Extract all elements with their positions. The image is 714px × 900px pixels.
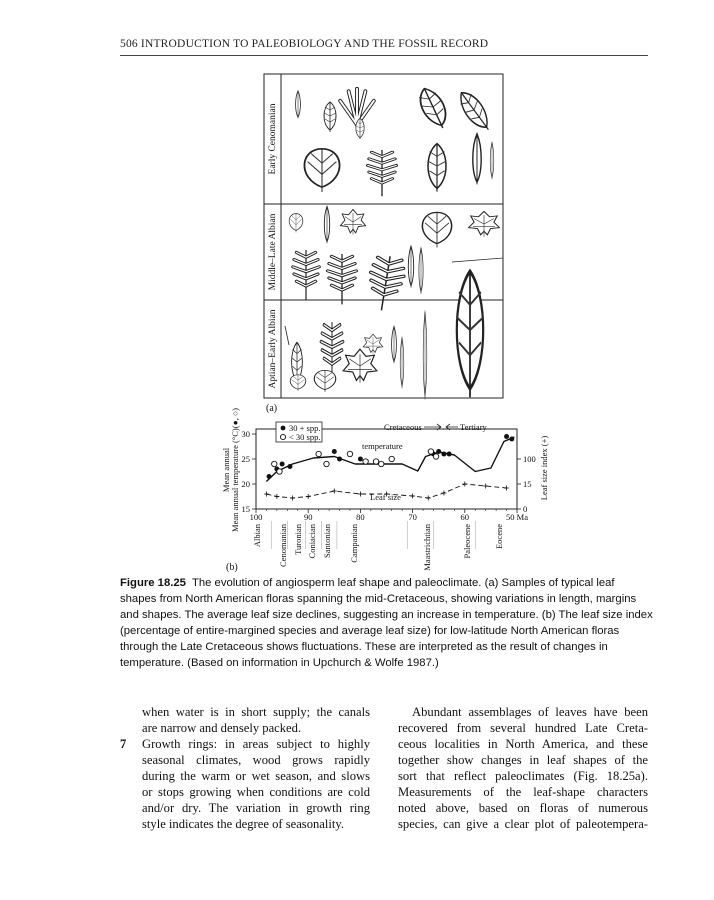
data-point-filled	[287, 464, 292, 469]
data-point-open	[347, 451, 352, 456]
body-line: seasonal climates, wood grows rapidly	[142, 753, 370, 767]
y2-tick-label: 100	[523, 454, 536, 464]
running-head: 506 INTRODUCTION TO PALEOBIOLOGY AND THE FOSSIL RECORD	[120, 38, 489, 50]
body-line: recovered from several hundred Late Creta-	[398, 721, 648, 735]
zone-label-middle-late-albian: Middle–Late Albian	[268, 213, 278, 291]
x-tick-label: 90	[303, 512, 313, 522]
body-line: during the warm or wet season, and slows	[142, 769, 370, 783]
stage-label: Eocene	[494, 524, 504, 550]
leaf-size-point	[358, 492, 363, 497]
stage-label: Maastrichtian	[422, 524, 432, 571]
figure-caption	[120, 576, 653, 672]
legend-marker-filled	[281, 426, 286, 431]
panel-b	[221, 408, 549, 573]
body-line: or stops growing when conditions are cold	[142, 785, 370, 799]
leaf-size-point	[426, 496, 431, 501]
caption-line: shapes from North American floras spanning the mid-Cretaceous, showing variations in length, margins	[120, 593, 637, 605]
data-point-open	[324, 461, 329, 466]
leaf-size-point	[410, 494, 415, 499]
body-line: Abundant assemblages of leaves have been	[412, 705, 648, 719]
caption-line: (percentage of entire-margined species and average leaf size) for low-latitude North American floras	[120, 625, 620, 637]
data-point-open	[379, 461, 384, 466]
data-point-filled	[441, 452, 446, 457]
caption-line: temperature. (Based on information in Upchurch & Wolfe 1987.)	[120, 657, 439, 669]
y-axis-title-line1: Mean annual	[221, 447, 231, 493]
body-line: together show changes in leaf shapes of the	[398, 753, 648, 767]
data-point-filled	[436, 449, 441, 454]
y-axis-title: Mean annual temperature (°C)(●, ○)	[230, 408, 240, 532]
list-item-number: 7	[120, 737, 127, 751]
leaf-size-point	[264, 492, 269, 497]
body-line: Measurements of the leaf-shape characters	[398, 785, 648, 799]
body-line: Growth rings: in areas subject to highly	[142, 737, 370, 751]
stage-label: Albian	[252, 524, 262, 548]
caption-line: and shapes. The average leaf size declines, suggesting an increase in temperature. (b) The leaf size index	[120, 609, 653, 621]
leaf-size-point	[290, 496, 295, 501]
panel-a	[264, 74, 503, 414]
body-line: style indicates the degree of seasonality.	[142, 817, 345, 831]
data-point-filled	[358, 457, 363, 462]
label-leaf-size-curve: Leaf size	[370, 492, 401, 502]
data-point-filled	[509, 437, 514, 442]
leaf-size-point	[274, 494, 279, 499]
zone-label-early-cenomanian: Early Cenomanian	[268, 103, 278, 175]
y-tick-label: 30	[241, 429, 250, 439]
body-line: species, can give a clear plot of paleotempera-	[398, 817, 648, 831]
leaf-size-point	[441, 491, 446, 496]
body-line: ceous localities in North America, and these	[398, 737, 648, 751]
x-tick-label: 60	[460, 512, 470, 522]
leaf-size-point	[504, 486, 509, 491]
data-point-open	[373, 459, 378, 464]
data-point-filled	[267, 474, 272, 479]
body-line: sort that reflect paleoclimates (Fig. 18.25a).	[398, 769, 648, 783]
data-point-open	[433, 454, 438, 459]
body-column-right	[398, 704, 648, 832]
y2-tick-label: 0	[523, 504, 528, 514]
leaf-size-point	[306, 494, 311, 499]
body-line: noted above, based on floras of numerous	[398, 801, 648, 815]
caption-line: The evolution of angiosperm leaf shape and paleoclimate. (a) Samples of typical leaf	[191, 577, 615, 589]
data-point-open	[363, 459, 368, 464]
y-tick-label: 15	[241, 504, 250, 514]
legend-label-open: < 30 spp.	[289, 432, 321, 442]
figure-number: Figure 18.25	[120, 577, 186, 589]
x-tick-label: 100	[249, 512, 263, 522]
period-label-cretaceous: Cretaceous	[384, 422, 422, 432]
body-line: when water is in short supply; the canals	[142, 705, 370, 719]
data-point-open	[316, 451, 321, 456]
legend-marker-open	[280, 434, 285, 439]
data-point-filled	[332, 449, 337, 454]
period-label-tertiary: Tertiary	[460, 422, 487, 432]
body-column-left	[120, 704, 370, 832]
stage-label: Paleocene	[462, 524, 472, 559]
y2-tick-label: 15	[523, 479, 532, 489]
stage-label: Cenomanian	[278, 524, 288, 567]
caption-line: through the Late Cretaceous shows fluctuations. These are interpreted as the result of changes in	[120, 641, 608, 653]
data-point-filled	[504, 434, 509, 439]
leaf-size-point	[332, 489, 337, 494]
zone-label-aptian-early-albian: Aptian–Early Albian	[268, 309, 278, 389]
stage-label: Santonian	[322, 524, 332, 558]
data-point-open	[389, 456, 394, 461]
data-point-open	[277, 469, 282, 474]
data-point-filled	[280, 462, 285, 467]
y-tick-label: 20	[241, 479, 250, 489]
data-point-open	[272, 461, 277, 466]
stage-label: Campanian	[349, 524, 359, 563]
leaf-size-point	[483, 484, 488, 489]
stage-label: Coniacian	[307, 524, 317, 559]
label-temperature-curve: temperature	[362, 441, 403, 451]
x-tick-label: 80	[356, 512, 365, 522]
data-point-filled	[337, 457, 342, 462]
body-line: and/or dry. The variation in growth ring	[142, 801, 370, 815]
chart-legend	[276, 422, 322, 442]
body-line: are narrow and densely packed.	[142, 721, 302, 735]
data-point-open	[428, 449, 433, 454]
x-tick-label: 50 Ma	[506, 512, 528, 522]
stage-label: Turonian	[293, 524, 303, 555]
panel-b-label: (b)	[226, 562, 238, 573]
y2-axis-title: Leaf size index (+)	[539, 435, 549, 501]
data-point-filled	[447, 452, 452, 457]
panel-a-label: (a)	[266, 403, 278, 414]
y-tick-label: 25	[241, 454, 250, 464]
legend-label-filled: 30 + spp.	[289, 423, 321, 433]
leaf-size-point	[462, 482, 467, 487]
x-tick-label: 70	[408, 512, 417, 522]
